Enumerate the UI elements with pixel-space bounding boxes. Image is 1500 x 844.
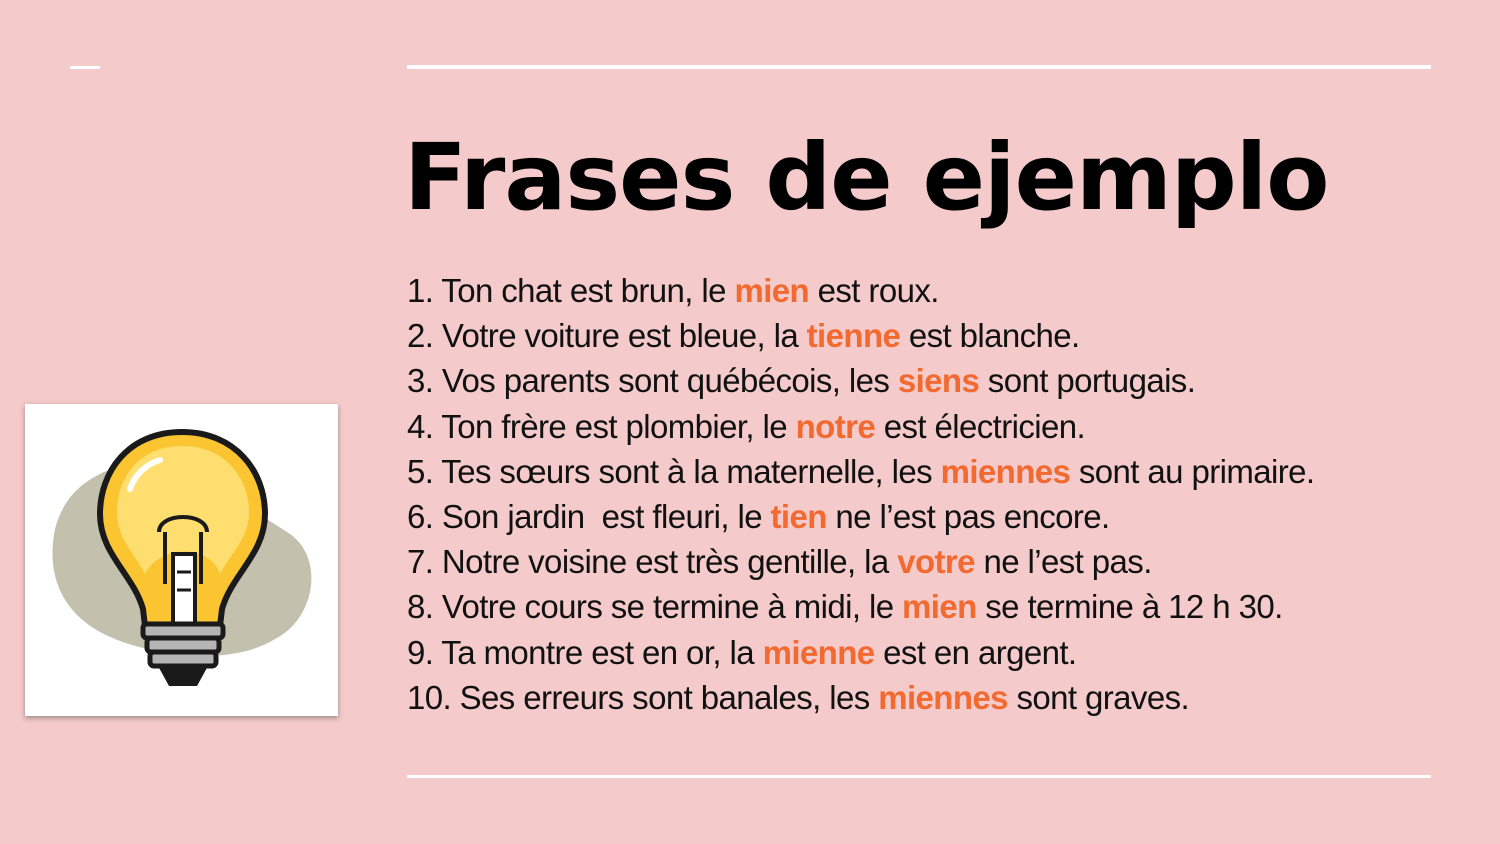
sentence-text-before: Vos parents sont québécois, les xyxy=(433,362,898,400)
sentence-item xyxy=(407,630,1314,675)
sentence-text-after: sont au primaire. xyxy=(1070,452,1315,490)
sentence-text-after: est blanche. xyxy=(900,317,1080,355)
sentence-text-after: est en argent. xyxy=(874,633,1077,671)
possessive-pronoun: tien xyxy=(770,498,827,536)
sentence-text-before: Votre cours se termine à midi, le xyxy=(433,588,903,626)
sentence-text-before: Votre voiture est bleue, la xyxy=(433,317,807,355)
sentence-number: 1. xyxy=(407,272,434,309)
possessive-pronoun: miennes xyxy=(940,452,1071,490)
possessive-pronoun: tienne xyxy=(806,317,901,355)
sentence-text-after: ne l’est pas. xyxy=(974,543,1152,581)
sentence-text-before: Notre voisine est très gentille, la xyxy=(433,543,898,581)
sentence-text-before: Tes sœurs sont à la maternelle, les xyxy=(433,452,941,490)
sentence-number: 7. xyxy=(407,543,434,581)
sentence-number: 5. xyxy=(407,452,434,490)
light-bulb-icon xyxy=(25,404,338,716)
sentence-item xyxy=(407,268,1314,313)
sentence-item xyxy=(407,584,1314,629)
accent-dash xyxy=(70,66,100,69)
sentence-item xyxy=(407,358,1314,403)
sentence-number: 2. xyxy=(407,317,434,355)
sentence-text-after: est électricien. xyxy=(875,407,1086,445)
sentence-text-before: Ta montre est en or, la xyxy=(433,633,763,671)
sentence-number: 6. xyxy=(407,498,434,536)
possessive-pronoun: notre xyxy=(795,407,876,445)
slide-title: Frases de ejemplo xyxy=(404,124,1329,231)
sentence-text-before: Son jardin est fleuri, le xyxy=(433,498,771,536)
possessive-pronoun: siens xyxy=(897,362,980,400)
sentence-number: 9. xyxy=(407,633,434,671)
sentence-item xyxy=(407,449,1314,494)
sentence-number: 3. xyxy=(407,362,434,400)
sentence-number: 8. xyxy=(407,588,434,626)
sentence-item xyxy=(407,539,1314,584)
sentence-text-after: se termine à 12 h 30. xyxy=(976,588,1283,626)
sentence-number: 10. xyxy=(407,678,452,716)
sentence-item xyxy=(407,313,1314,358)
possessive-pronoun: votre xyxy=(897,543,975,581)
possessive-pronoun: mien xyxy=(734,272,810,309)
possessive-pronoun: mienne xyxy=(762,633,875,671)
possessive-pronoun: miennes xyxy=(878,678,1008,716)
illustration-card xyxy=(25,404,338,716)
example-sentence-list xyxy=(407,268,1314,720)
sentence-item xyxy=(407,404,1314,449)
sentence-text-before: Ses erreurs sont banales, les xyxy=(451,678,879,716)
top-divider xyxy=(407,65,1431,69)
possessive-pronoun: mien xyxy=(902,588,977,626)
sentence-text-before: Ton chat est brun, le xyxy=(433,272,735,309)
sentence-text-after: ne l’est pas encore. xyxy=(826,498,1110,536)
sentence-text-after: sont graves. xyxy=(1007,678,1190,716)
sentence-text-before: Ton frère est plombier, le xyxy=(433,407,796,445)
sentence-item xyxy=(407,675,1314,720)
sentence-item xyxy=(407,494,1314,539)
sentence-text-after: sont portugais. xyxy=(979,362,1196,400)
bottom-divider xyxy=(407,775,1431,778)
sentence-text-after: est roux. xyxy=(809,272,939,309)
sentence-number: 4. xyxy=(407,407,434,445)
